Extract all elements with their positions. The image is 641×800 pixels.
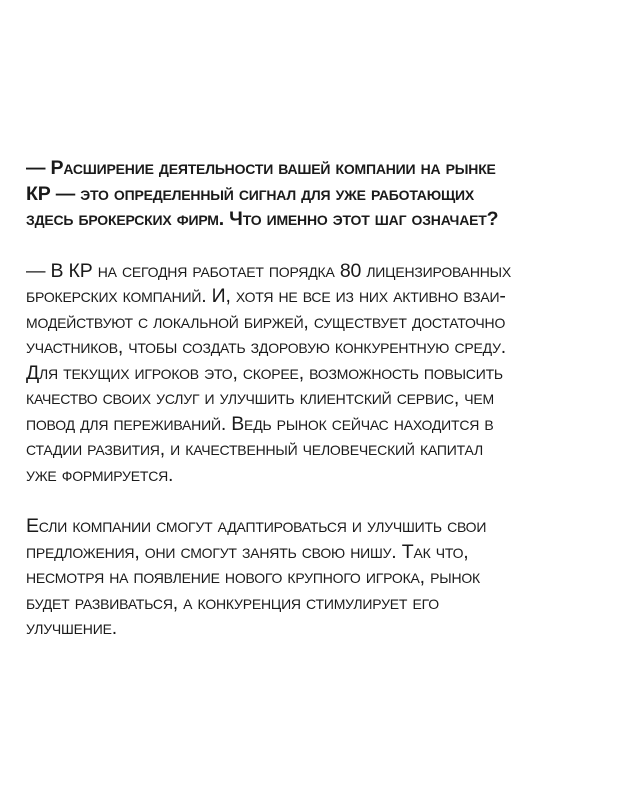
question-line: — Расширение деятельности вашей компании на рынке	[26, 157, 496, 179]
answer-line: стадии развития, и качественный человеческий капитал	[26, 438, 483, 460]
answer-paragraph-2	[26, 514, 620, 642]
question-line: здесь брокерских фирм. Что именно этот шаг означает?	[26, 208, 499, 230]
answer-line: брокерских компаний. И, хотя не все из них активно взаи-	[26, 285, 506, 307]
answer-line: — В КР на сегодня работает порядка 80 лицензированных	[26, 259, 511, 282]
interview-text	[26, 156, 620, 668]
answer-line: повод для переживаний. Ведь рынок сейчас находится в	[26, 412, 494, 435]
answer-line: Если компании смогут адаптироваться и улучшить свои	[26, 515, 487, 537]
answer-paragraph-1	[26, 259, 620, 489]
question-line: КР — это определенный сигнал для уже работающих	[26, 182, 475, 205]
answer-line: будет развиваться, а конкуренция стимулирует его	[26, 591, 439, 614]
answer-line: уже формируется.	[26, 463, 174, 486]
answer-line: предложения, они смогут занять свою нишу. Так что,	[26, 540, 469, 563]
answer-line: участников, чтобы создать здоровую конкурентную среду.	[26, 336, 506, 358]
answer-line: Для текущих игроков это, скорее, возможность повысить	[26, 361, 503, 384]
answer-line: модействуют с локальной биржей, существует достаточно	[26, 310, 506, 333]
interview-question	[26, 156, 620, 233]
answer-line: качество своих услуг и улучшить клиентский сервис, чем	[26, 387, 495, 409]
answer-line: несмотря на появление нового крупного игрока, рынок	[26, 566, 481, 588]
answer-line: улучшение.	[26, 617, 117, 639]
